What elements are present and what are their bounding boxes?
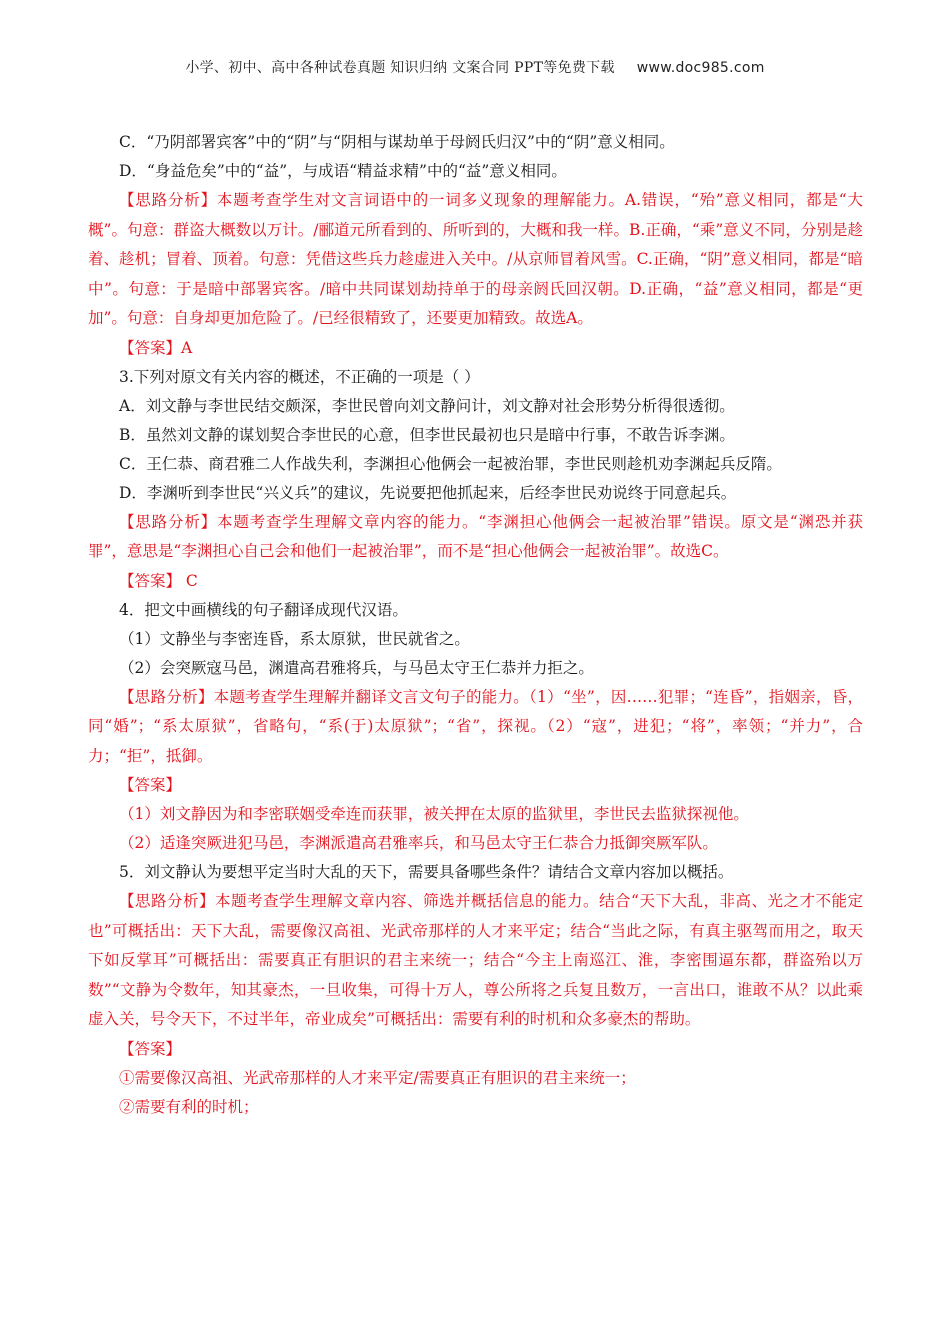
q5-answer-label: 【答案】: [119, 1039, 182, 1058]
q5-analysis: [88, 887, 863, 1035]
q3-stem: 3.下列对原文有关内容的概述，不正确的一项是（ ）: [119, 367, 480, 386]
analysis-label: 【思路分析】: [119, 191, 217, 209]
q4-answer-2: （2）适逢突厥进犯马邑，李渊派遣高君雅率兵，和马邑太守王仁恭合力抵御突厥军队。: [119, 834, 718, 852]
header-text: 小学、初中、高中各种试卷真题 知识归纳 文案合同 PPT等免费下载: [185, 60, 615, 76]
q2-analysis-text: 本题考查学生对文言词语中的一词多义现象的理解能力。A.错误，“殆”意义相同，都是“大概”。句意：群盗大概数以万计。/郦道元所看到的、所听到的，大概和我一样。B.正确，“乘”意义不同，分别是趁着、趁机；冒着、顶着。句意：凭借这些兵力趁虚进入关中。/从京师冒着风雪。C.正确，“阴”意义相同，都是“暗中”。句意：于是暗中部署宾客。/暗中共同谋划劫持单于的母亲阏氏回汉朝。D.正确，“益”意义相同，都是“更加”。句意：自身却更加危险了。/已经很精致了，还要更加精致。故选A。: [88, 191, 863, 327]
q3-option-a: A．刘文静与李世民结交颇深，李世民曾向刘文静问计，刘文静对社会形势分析得很透彻。: [119, 396, 735, 415]
q4-answer-label: 【答案】: [119, 776, 182, 794]
analysis-label: 【思路分析】: [119, 687, 214, 706]
q3-analysis-text: 本题考查学生理解文章内容的能力。“李渊担心他俩会一起被治罪”错误。原文是“渊恐并获罪”，意思是“李渊担心自己会和他们一起被治罪”，而不是“担心他俩会一起被治罪”。故选C。: [88, 512, 863, 560]
q5-stem: 5．刘文静认为要想平定当时大乱的天下，需要具备哪些条件？请结合文章内容加以概括。: [119, 863, 734, 881]
q5-analysis-text: 本题考查学生理解文章内容、筛选并概括信息的能力。结合“天下大乱，非高、光之才不能定也”可概括出：天下大乱，需要像汉高祖、光武帝那样的人才来平定；结合“当此之际，有真主驱驾而用之，取天下如反掌耳”可概括出：需要真正有胆识的君主来统一；结合“今主上南巡江、淮，李密围逼东都，群盗殆以万数”“文静为令数年，知其豪杰，一旦收集，可得十万人，尊公所将之兵复且数万，一言出口，谁敢不从？以此乘虚入关，号令天下，不过半年，帝业成矣”可概括出：需要有利的时机和众多豪杰的帮助。: [88, 892, 863, 1028]
q4-answer-1: （1）刘文静因为和李密联姻受牵连而获罪，被关押在太原的监狱里，李世民去监狱探视他。: [119, 805, 749, 823]
analysis-label: 【思路分析】: [119, 892, 216, 910]
q3-option-c: C．王仁恭、商君雅二人作战失利，李渊担心他俩会一起被治罪，李世民则趁机劝李渊起兵反隋。: [119, 454, 782, 473]
q5-answer-1: ①需要像汉高祖、光武帝那样的人才来平定/需要真正有胆识的君主来统一；: [119, 1068, 636, 1087]
q3-option-b: B．虽然刘文静的谋划契合李世民的心意，但李世民最初也只是暗中行事，不敢告诉李渊。: [119, 425, 735, 444]
q4-stem: 4．把文中画横线的句子翻译成现代汉语。: [119, 600, 408, 619]
analysis-label: 【思路分析】: [119, 512, 217, 531]
q5-answer-2: ②需要有利的时机；: [119, 1097, 259, 1116]
header-site[interactable]: www.doc985.com: [636, 60, 765, 76]
q3-answer: 【答案】 C: [119, 571, 198, 590]
q4-analysis-text: 本题考查学生理解并翻译文言文句子的能力。（1）“坐”，因……犯罪；“连昏”，指姻亲，昏，同“婚”；“系太原狱”，省略句，“系(于)太原狱”；“省”，探视。（2）“寇”，进犯；“将”，率领；“并力”，合力；“拒”，抵御。: [88, 687, 863, 765]
q4-sentence-1: （1）文静坐与李密连昏，系太原狱，世民就省之。: [119, 629, 470, 648]
q2-answer: 【答案】A: [119, 338, 193, 357]
q4-analysis: [88, 683, 863, 772]
q4-sentence-2: （2）会突厥寇马邑，渊遣高君雅将兵，与马邑太守王仁恭并力拒之。: [119, 658, 594, 677]
page-header: [0, 57, 950, 77]
q2-analysis: [88, 186, 863, 334]
q2-option-d: D．“身益危矣”中的“益”，与成语“精益求精”中的“益”意义相同。: [119, 162, 567, 180]
document-body: [88, 128, 863, 1122]
q3-option-d: D．李渊听到李世民“兴义兵”的建议，先说要把他抓起来，后经李世民劝说终于同意起兵。: [119, 483, 737, 502]
q3-analysis: [88, 508, 863, 567]
q2-option-c: C．“乃阴部署宾客”中的“阴”与“阴相与谋劫单于母阏氏归汉”中的“阴”意义相同。: [119, 133, 675, 151]
